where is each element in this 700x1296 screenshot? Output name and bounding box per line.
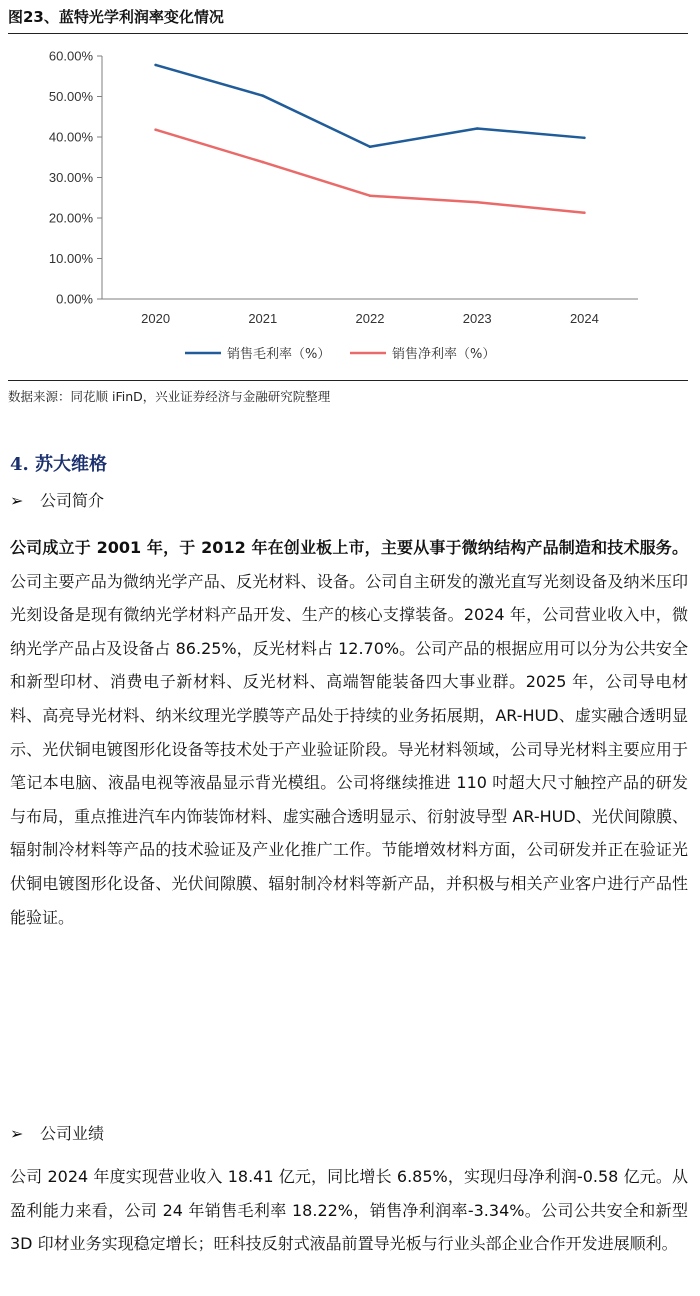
figure-bottom-rule bbox=[8, 380, 688, 381]
figure-top-rule bbox=[8, 33, 688, 34]
figure-title: 图23、蓝特光学利润率变化情况 bbox=[8, 8, 224, 26]
y-tick-label: 50.00% bbox=[48, 89, 93, 104]
performance-heading bbox=[10, 1121, 104, 1144]
intro-body-text: 公司主要产品为微纳光学产品、反光材料、设备。公司自主研发的激光直写光刻设备及纳米压印光刻设备是现有微纳光学材料产品开发、生产的核心支撑装备。2024 年，公司营业收入中，微纳光学产品占及设备占 86.25%，反光材料占 12.70%。公司产品的根据应用可以分为公共安全和新型印材、消费电子新材料、反光材料、高端智能装备四大事业群。2025 年，公司导电材料、高亮导光材料、纳米纹理光学膜等产品处于持续的业务拓展期，AR-HUD、虚实融合透明显示、光伏铜电镀图形化设备等技术处于产业验证阶段。导光材料领域，公司导光材料主要应用于笔记本电脑、液晶电视等液晶显示背光模组。公司将继续推进 110 吋超大尺寸触控产品的研发与布局，重点推进汽车内饰装饰材料、虚实融合透明显示、衍射波导型 AR-HUD、光伏间隙膜、辐射制冷材料等产品的技术验证及产业化推广工作。节能增效材料方面，公司研发并正在验证光伏铜电镀图形化设备、光伏间隙膜、辐射制冷材料等新产品，并积极与相关产业客户进行产品性能验证。 bbox=[10, 571, 688, 927]
profit-margin-chart bbox=[0, 40, 700, 370]
series-line-1 bbox=[156, 65, 585, 147]
figure-source: 数据来源：同花顺 iFinD，兴业证券经济与金融研究院整理 bbox=[8, 389, 331, 404]
series-line-2 bbox=[156, 130, 585, 213]
data-point bbox=[583, 137, 586, 140]
y-tick-label: 40.00% bbox=[48, 129, 93, 145]
intro-paragraph bbox=[10, 531, 688, 934]
x-tick-label: 2024 bbox=[569, 311, 599, 326]
performance-heading-label: 公司业绩 bbox=[40, 1124, 105, 1143]
x-tick-label: 2020 bbox=[141, 311, 171, 326]
data-point bbox=[154, 128, 157, 131]
data-point bbox=[583, 211, 586, 214]
intro-bold-text: 公司成立于 2001 年，于 2012 年在创业板上市，主要从事于微纳结构产品制造和技术服务。 bbox=[10, 538, 688, 557]
data-point bbox=[476, 127, 479, 130]
y-tick-label: 10.00% bbox=[48, 251, 93, 266]
bullet-icon: ➢ bbox=[10, 1124, 24, 1143]
y-tick-label: 0.00% bbox=[56, 291, 93, 307]
data-point bbox=[476, 201, 479, 204]
y-tick-label: 60.00% bbox=[48, 48, 93, 64]
intro-heading-label: 公司简介 bbox=[40, 491, 105, 510]
data-point bbox=[262, 161, 265, 164]
legend-label: 销售毛利率（%） bbox=[227, 347, 331, 362]
legend-label: 销售净利率（%） bbox=[392, 347, 496, 362]
x-tick-label: 2022 bbox=[355, 311, 385, 326]
bullet-icon: ➢ bbox=[10, 491, 24, 510]
x-tick-label: 2023 bbox=[462, 311, 492, 326]
x-tick-label: 2021 bbox=[248, 311, 278, 326]
section-heading: 4. 苏大维格 bbox=[10, 454, 108, 475]
data-point bbox=[154, 64, 157, 67]
data-point bbox=[369, 145, 372, 148]
performance-paragraph: 公司 2024 年度实现营业收入 18.41 亿元，同比增长 6.85%，实现归母净利润-0.58 亿元。从盈利能力来看，公司 24 年销售毛利率 18.22%，销售净利润率-3.34%。公司公共安全和新型 3D 印材业务实现稳定增长；旺科技反射式液晶前置导光板与行业头部企业合作开发进展顺利。 bbox=[10, 1167, 688, 1254]
intro-heading bbox=[10, 488, 104, 511]
y-tick-label: 20.00% bbox=[48, 210, 93, 226]
data-point bbox=[369, 194, 372, 197]
y-tick-label: 30.00% bbox=[48, 170, 93, 185]
data-point bbox=[262, 94, 265, 97]
